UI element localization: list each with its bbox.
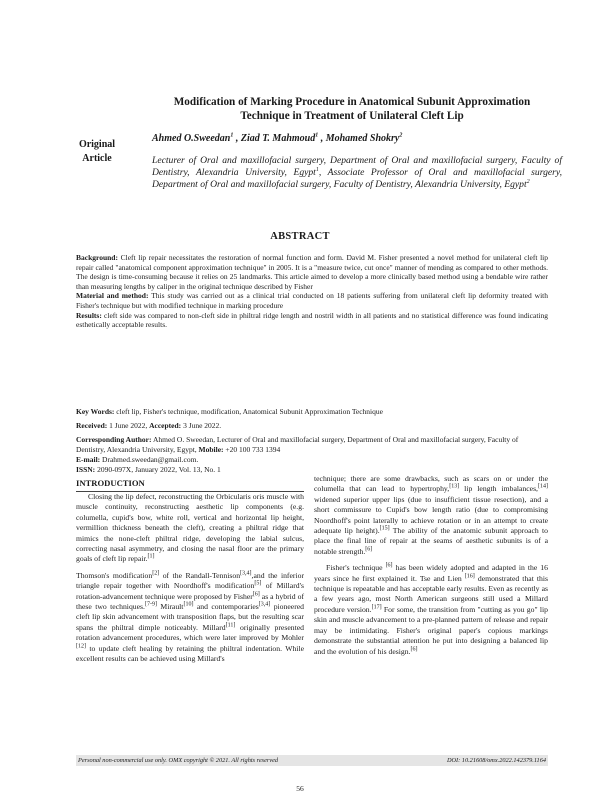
affiliation-mark: 1 (315, 167, 319, 174)
author-name: Ahmed O.Sweedan (152, 133, 231, 144)
intro-paragraph (76, 492, 304, 565)
paragraph-text: The ability of the anatomic subunit approach to place the final line of repair at the seams of aesthetic subunits is of a notable strength. (314, 526, 548, 556)
meta-text: Ahmed O. Sweedan, Lecturer of Oral and maxillofacial surgery, Department of Oral and maxillofacial surgery, Faculty of Dentistry, Alexandria University, Egypt, (76, 435, 519, 454)
citation: [16] (464, 573, 475, 580)
abstract-methods (76, 291, 548, 310)
citation: [3,4] (240, 570, 252, 577)
citation: [2] (152, 570, 160, 577)
citation: [6] (365, 546, 373, 553)
author-affiliation-mark: 2 (399, 132, 403, 139)
citation: [14] (537, 483, 548, 490)
author-affiliations (152, 155, 562, 192)
meta-label: Key Words: (76, 407, 115, 416)
paragraph-text: of Millard's rotation-advancement technique were proposed by Fisher (76, 581, 305, 601)
right-column (314, 474, 548, 663)
meta-label: E-mail: (76, 455, 101, 464)
meta-label: Corresponding Author: (76, 435, 152, 444)
abstract-heading: ABSTRACT (270, 231, 330, 242)
meta-label: Accepted: (149, 421, 182, 430)
dates (76, 421, 548, 431)
author-affiliation-mark: 1 (230, 132, 234, 139)
paragraph-text: demonstrated that this technique is repeatable and has acceptable early results. Even as recently as a few years ago, most North American surgeons still used a Millard procedure version. (314, 573, 548, 614)
affiliation-text: , Associate Professor of Oral and maxillofacial surgery, Department of Oral and maxillofacial surgery, Faculty of Dentistry, Alexandria University, Egypt (152, 167, 562, 191)
paragraph-text: Thomson's modification (76, 570, 153, 580)
citation: [5] (254, 580, 262, 587)
abstract-text: Cleft lip repair necessitates the restoration of normal function and form. David M. Fisher presented a novel method for unilateral cleft lip repair called "anatomical component approximation technique" in 2005. It is a "measure twice, cut once" manner of mending as compared to other methods. The design is time-consuming because it relies on 25 landmarks. This article aimed to develop a more clinically based method using a bendable wire rather than measuring lengths by caliper in the original technique described by Fisher (76, 253, 548, 291)
citation: [13] (449, 483, 460, 490)
paper-title: Modification of Marking Procedure in Anatomical Subunit Approximation Technique in Treatment of Unilateral Cleft Lip (173, 96, 531, 122)
meta-text: 3 June 2022. (181, 421, 222, 430)
abstract-text: cleft side was compared to non-cleft side in philtral ridge length and nostril width in all patients and no statistical difference was found indicating esthetically acceptable results. (76, 310, 548, 330)
citation: [15] (379, 525, 390, 532)
meta-text: +20 100 733 1394 (223, 445, 281, 454)
paragraph-text: pioneered cleft lip skin advancement with transposition flaps, but the resulting scar spans the philtral dimple noticeably. Millard (76, 602, 305, 632)
article-type: Original Article (78, 139, 116, 164)
doi-link[interactable]: DOI: 10.21608/omx.2022.142379.1164 (446, 757, 546, 764)
paragraph-text: as a hybrid of these two techniques. (76, 591, 304, 612)
paragraph-text: has been widely adopted and adapted in the 16 years since he first explained it. Tse and Lien (314, 563, 548, 583)
author-affiliation-mark: 1 (315, 132, 319, 139)
citation: [7-9] (144, 601, 157, 608)
abstract-label: Results: (76, 310, 102, 320)
meta-text: cleft lip, Fisher's technique, modification, Anatomical Subunit Approximation Technique (114, 407, 383, 416)
paragraph-text: Fisher's technique (326, 563, 386, 573)
author-separator: , (318, 133, 326, 144)
citation: [17] (371, 604, 382, 611)
introduction-heading: INTRODUCTION (76, 478, 304, 492)
paragraph-text: Closing the lip defect, reconstructing the Orbicularis oris muscle with muscle continuity, reconstructing aesthetic lip components (e.g. columella, cupid's bow, white roll, vertical and horizontal lip height, vermillion thickness beneath the cleft), creating a philtral ridge that mimics the none-cleft philtral ridge, developing the labial sulcus, correcting nasal asymmetry, and closing the nasal floor are the primary goals of cleft lip repair. (76, 492, 304, 564)
paragraph-text: ,and the inferior triangle repair together with Noordhoff's modification (76, 570, 305, 591)
citation: [10] (183, 601, 194, 608)
author-name: Ziad T. Mahmoud (240, 133, 316, 144)
keywords (76, 407, 548, 417)
paragraph-text: to update cleft healing by retaining the philtral indentation. While excellent results can be achieved using Millard's (76, 643, 304, 664)
citation: [6] (410, 645, 418, 652)
article-meta (76, 407, 548, 475)
paragraph-text: widened superior upper lips (due to insufficient tissue resection), and a short commissure to Cupid's bow length ratio (due to compromising Noordhoff's point laterally to achieve rotation or in an attempt to create adequate lip height). (314, 494, 548, 536)
email-link[interactable]: Drahmed.sweedan@gmail.com. (100, 455, 199, 464)
author-separator: , (233, 133, 241, 144)
author-name: Mohamed Shokry (325, 133, 400, 144)
footer-bar (76, 755, 548, 766)
intro-paragraph (76, 571, 304, 665)
paragraph-text: of the Randall-Tennison (159, 570, 241, 580)
abstract-background (76, 253, 548, 291)
affiliation-text: Lecturer of Oral and maxillofacial surgery, Department of Oral and maxillofacial surgery, Faculty of Dentistry, Alexandria University, Egypt (152, 155, 562, 179)
left-column (76, 492, 304, 671)
corresponding-author (76, 435, 548, 455)
meta-label: ISSN: (76, 465, 96, 474)
intro-paragraph (314, 563, 548, 657)
abstract-label: Material and method: (76, 291, 149, 301)
author-list (152, 132, 562, 145)
paragraph-text: lip length imbalances, (459, 484, 538, 494)
abstract-body (76, 253, 548, 330)
copyright-notice: Personal non-commercial use only. OMX copyright © 2021. All rights reserved (78, 757, 279, 764)
abstract-text: This study was carried out as a clinical trial conducted on 18 patients suffering from unilateral cleft lip deformity treated with Fisher's technique but with modified technique in marking procedure (76, 291, 548, 310)
paragraph-text: For some, the transition from "cutting as you go" lip skin and muscle advancement to a pre-planned pattern of release and repair may be intimidating. Fisher's original paper's copious markings demonstrate the substantial attention he put into designing a balanced lip and the evolution of his design. (314, 604, 548, 656)
citation: [6] (385, 562, 393, 569)
affiliation-mark: 2 (526, 179, 530, 186)
intro-paragraph (314, 474, 548, 557)
page-number: 56 (296, 784, 304, 793)
paragraph-text: and contemporaries (193, 602, 259, 612)
citation: [6] (252, 591, 260, 598)
paragraph-text: technique; there are some drawbacks, such as scars on or under the columella that can lead to hypertrophy, (314, 474, 548, 494)
citation: [12] (76, 643, 86, 650)
citation: [1] (147, 553, 155, 560)
meta-text: 2090-097X, January 2022, Vol. 13, No. 1 (95, 465, 221, 474)
abstract-results (76, 311, 548, 330)
meta-text: 1 June 2022, (107, 421, 150, 430)
abstract-label: Background: (76, 253, 118, 262)
paragraph-text: Mirault (156, 602, 184, 612)
meta-label: Mobile: (198, 445, 224, 454)
citation: [3,4] (258, 601, 271, 608)
paragraph-text: originally presented rotation advancement procedures, which were later improved by Mohler (76, 622, 304, 643)
meta-label: Received: (76, 421, 108, 430)
citation: [11] (225, 622, 236, 629)
email (76, 455, 548, 465)
